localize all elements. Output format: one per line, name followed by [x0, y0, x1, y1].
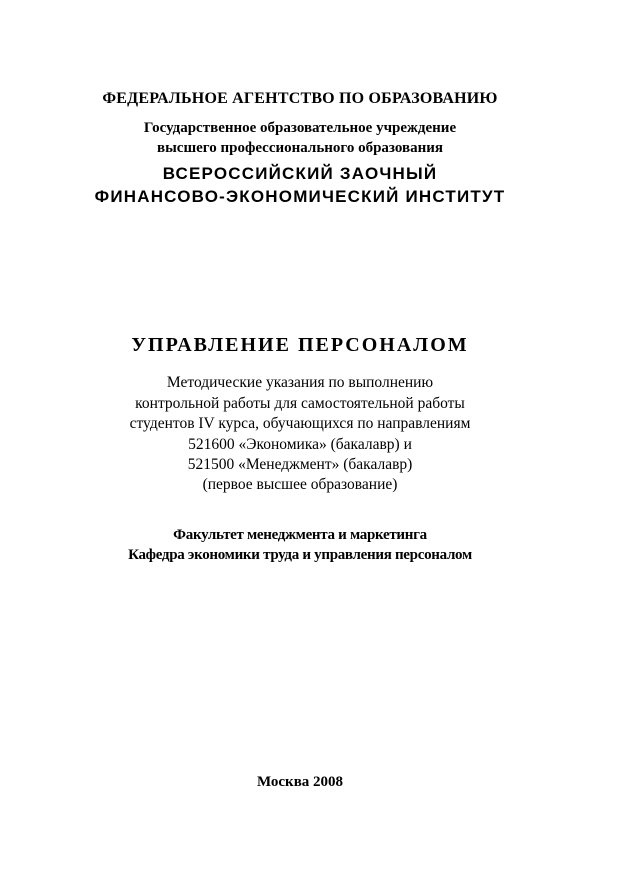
description-line-4: 521600 «Экономика» (бакалавр) и	[188, 436, 412, 453]
chair-name: Кафедра экономики труда и управления персоналом	[128, 547, 472, 563]
faculty-name: Факультет менеджмента и маркетинга	[173, 527, 427, 543]
description-line-6: (первое высшее образование)	[202, 476, 398, 493]
description-line-2: контрольной работы для самостоятельной работы	[135, 395, 465, 412]
institution-name-line-2: ФИНАНСОВО-ЭКОНОМИЧЕСКИЙ ИНСТИТУТ	[94, 187, 506, 206]
institution-type-line-2: высшего профессионального образования	[156, 140, 443, 156]
institution-name-line-1: ВСЕРОССИЙСКИЙ ЗАОЧНЫЙ	[162, 164, 438, 183]
description-line-1: Методические указания по выполнению	[166, 374, 434, 391]
institution-type-line-1: Государственное образовательное учреждение	[143, 120, 457, 136]
city-year: Москва 2008	[256, 774, 344, 790]
description-line-3: студентов IV курса, обучающихся по направлениям	[129, 415, 471, 432]
description-line-5: 521500 «Менеджмент» (бакалавр)	[187, 456, 413, 473]
document-title: УПРАВЛЕНИЕ ПЕРСОНАЛОМ	[131, 334, 469, 356]
agency-name: ФЕДЕРАЛЬНОЕ АГЕНТСТВО ПО ОБРАЗОВАНИЮ	[102, 90, 498, 107]
